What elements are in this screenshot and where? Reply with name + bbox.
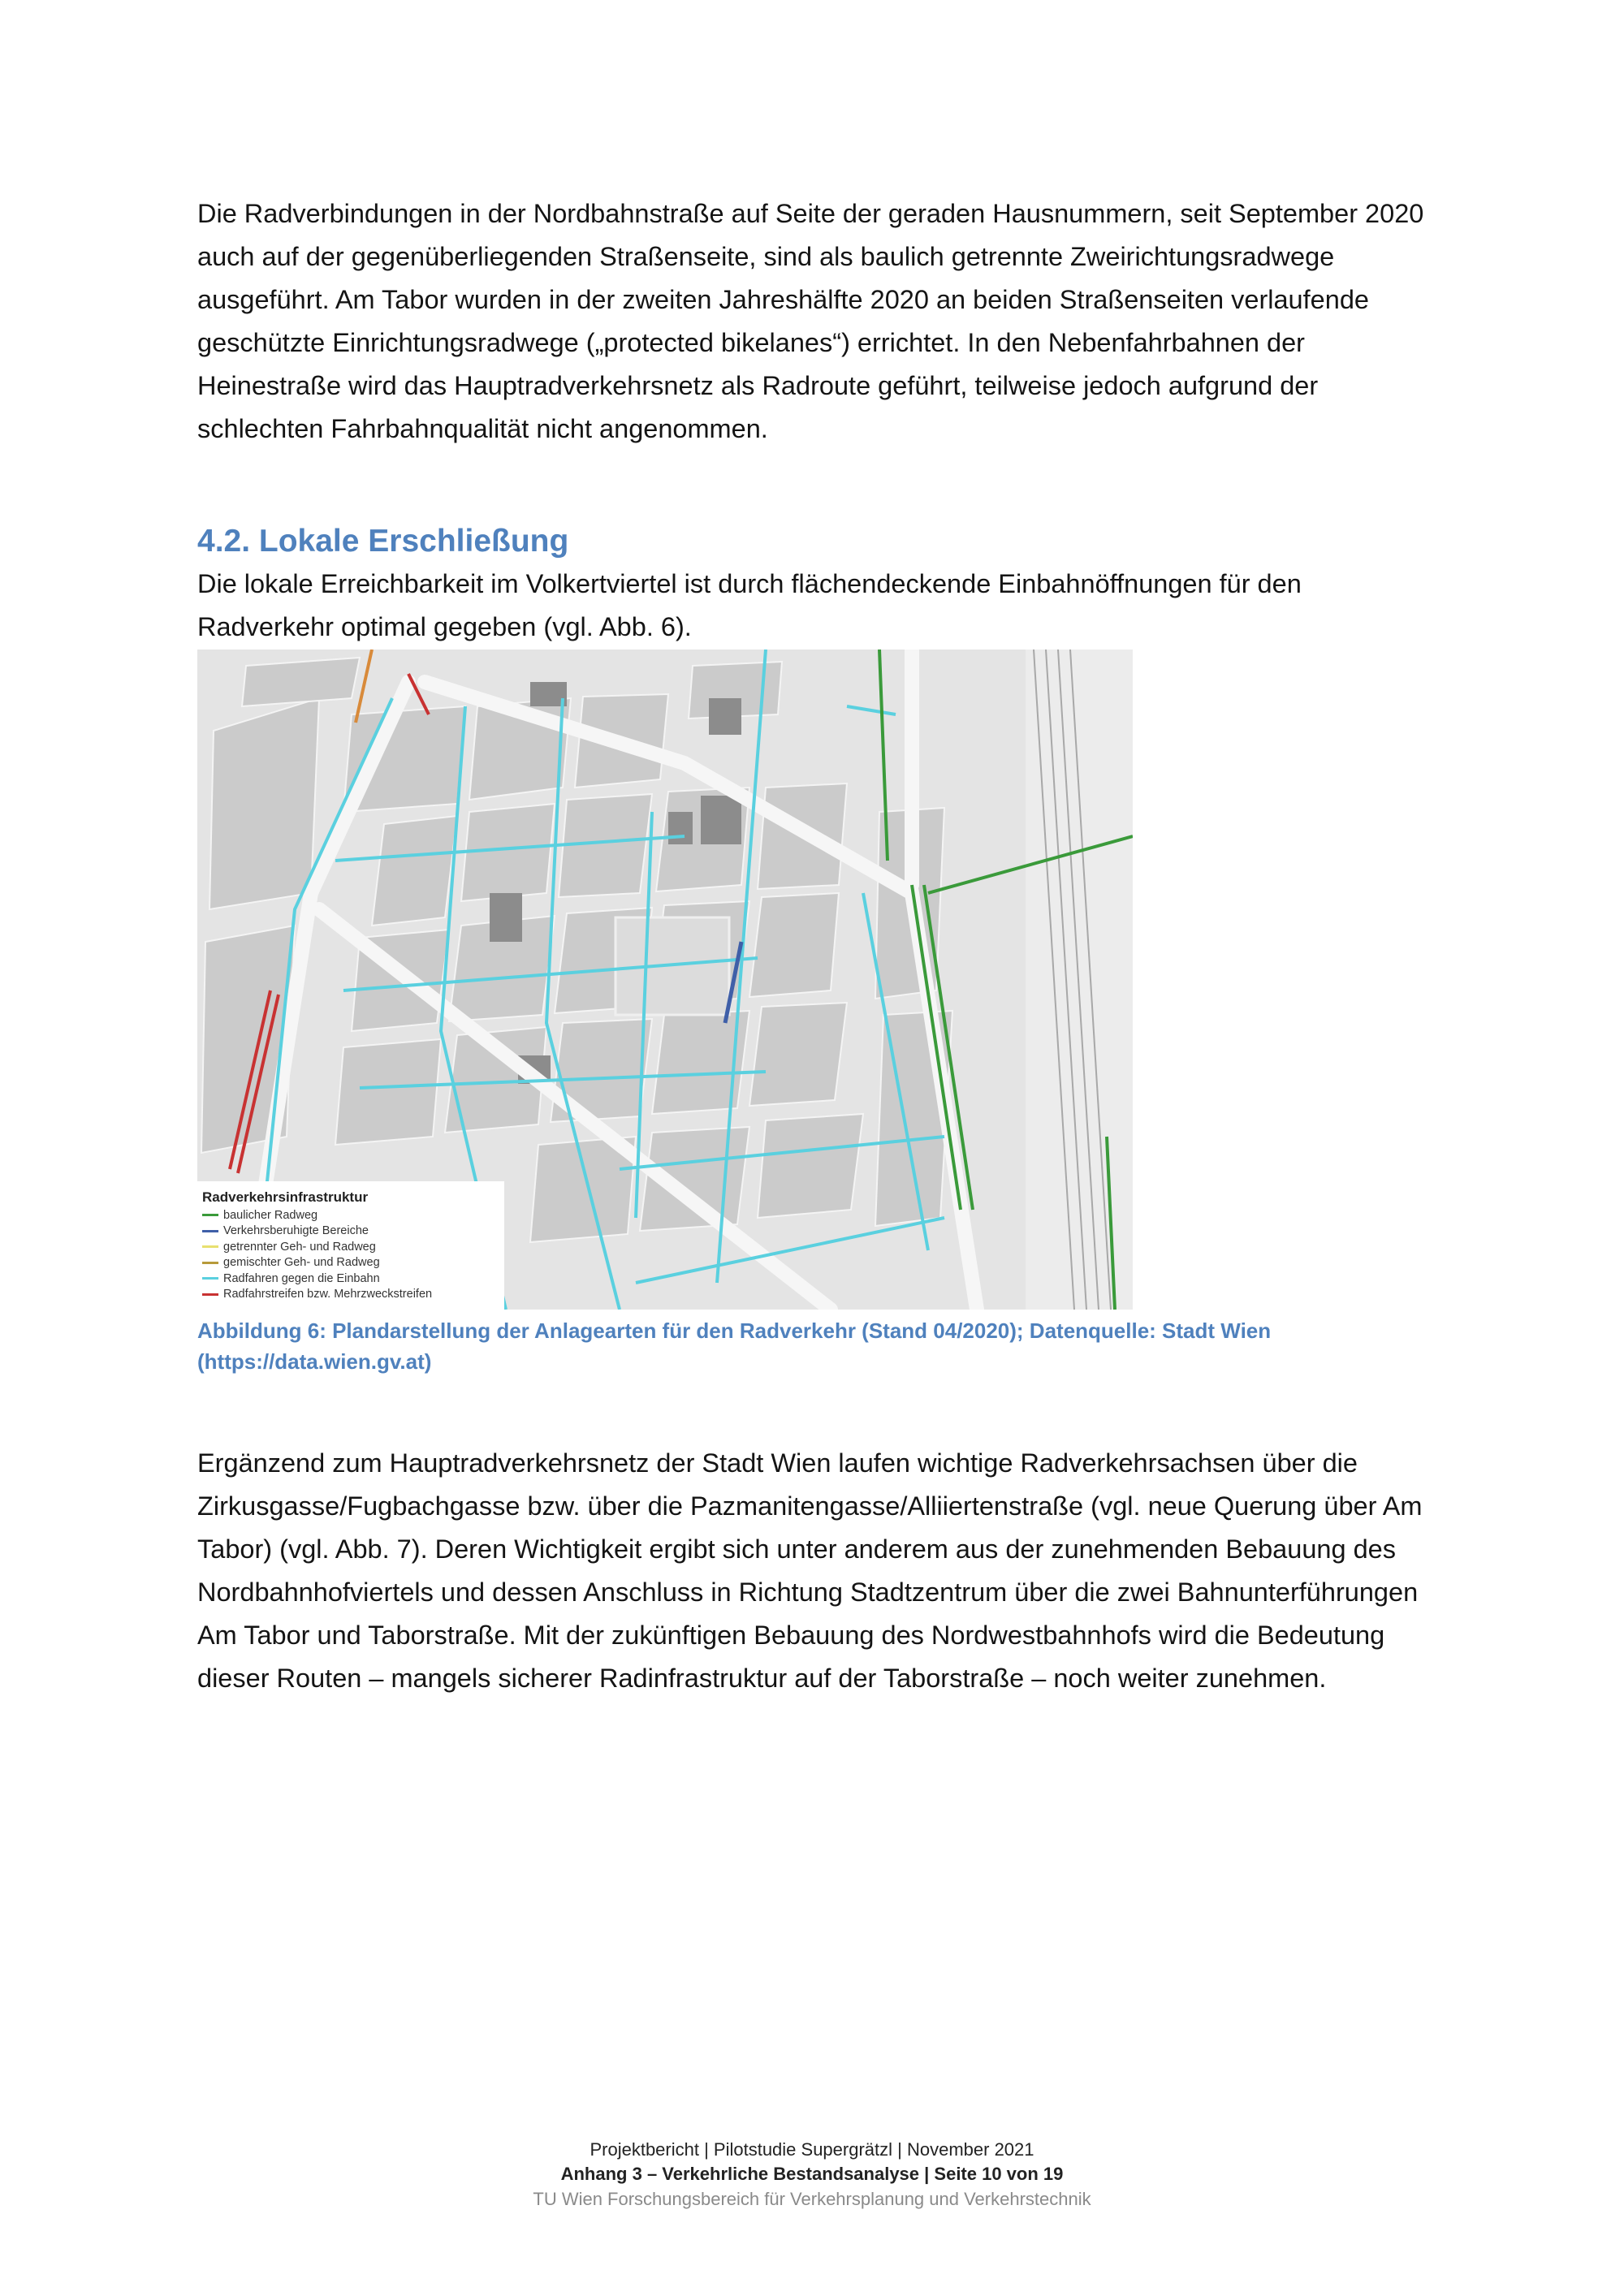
legend-item [202, 1224, 504, 1240]
legend-item [202, 1287, 504, 1303]
legend-swatch [202, 1277, 218, 1280]
figure-caption: Abbildung 6: Plandarstellung der Anlagearten für den Radverkehr (Stand 04/2020); Datenquelle: Stadt Wien (https://data.wien.gv.at) [197, 1318, 1272, 1374]
paragraph-lokale-erreichbarkeit: Die lokale Erreichbarkeit im Volkertviertel ist durch flächendeckende Einbahnöffnungen für den Radverkehr optimal gegeben (vgl. Abb. 6). [197, 569, 1302, 641]
legend-label: Verkehrsberuhigte Bereiche [223, 1224, 369, 1238]
legend-item [202, 1239, 504, 1255]
footer-project-line: Projektbericht | Pilotstudie Supergrätzl | November 2021 [590, 2139, 1034, 2160]
footer-institution-line: TU Wien Forschungsbereich für Verkehrsplanung und Verkehrstechnik [533, 2189, 1091, 2209]
paragraph-radverkehrsachsen: Ergänzend zum Hauptradverkehrsnetz der Stadt Wien laufen wichtige Radverkehrsachsen über die Zirkusgasse/Fugbachgasse bzw. über die Pazmanitengasse/Alliiertenstraße (vgl. neue Querung über Am Tabor) (vgl. Abb. 7). Deren Wichtigkeit ergibt sich unter anderem aus der zunehmenden Bebauung des Nordbahnhofviertels und dessen Anschluss in Richtung Stadtzentrum über die zwei Bahnunterführungen Am Tabor und Taborstraße. Mit der zukünftigen Bebauung des Nordwestbahnhofs wird die Bedeutung dieser Routen – mangels sicherer Radinfrastruktur auf der Taborstraße – noch weiter zunehmen. [197, 1448, 1423, 1693]
paragraph-radverbindungen: Die Radverbindungen in der Nordbahnstraße auf Seite der geraden Hausnummern, seit September 2020 auch auf der gegenüberliegenden Straßenseite, sind als baulich getrennte Zweirichtungsradwege ausgeführt. Am Tabor wurden in der zweiten Jahreshälfte 2020 an beiden Straßenseiten verlaufende geschützte Einrichtungsradwege („protected bikelanes“) errichtet. In den Nebenfahrbahnen der Heinestraße wird das Hauptradverkehrsnetz als Radroute geführt, teilweise jedoch aufgrund der schlechten Fahrbahnqualität nicht angenommen. [197, 199, 1424, 443]
section-heading: 4.2. Lokale Erschließung [197, 524, 569, 559]
map-legend [197, 1181, 504, 1310]
map-figure [197, 650, 1133, 1310]
legend-label: Radfahrstreifen bzw. Mehrzweckstreifen [223, 1288, 433, 1301]
legend-swatch [202, 1230, 218, 1232]
legend-swatch [202, 1214, 218, 1216]
legend-title: Radverkehrsinfrastruktur [202, 1189, 369, 1205]
legend-item [202, 1207, 504, 1224]
legend-item [202, 1255, 504, 1271]
legend-swatch [202, 1262, 218, 1264]
legend-item [202, 1271, 504, 1287]
legend-label: getrennter Geh- und Radweg [223, 1240, 376, 1254]
legend-swatch [202, 1245, 218, 1248]
footer-page-line: Anhang 3 – Verkehrliche Bestandsanalyse | Seite 10 von 19 [560, 2164, 1064, 2184]
legend-label: gemischter Geh- und Radweg [223, 1256, 380, 1270]
legend-label: baulicher Radweg [223, 1208, 318, 1222]
legend-label: Radfahren gegen die Einbahn [223, 1271, 380, 1285]
legend-swatch [202, 1293, 218, 1296]
